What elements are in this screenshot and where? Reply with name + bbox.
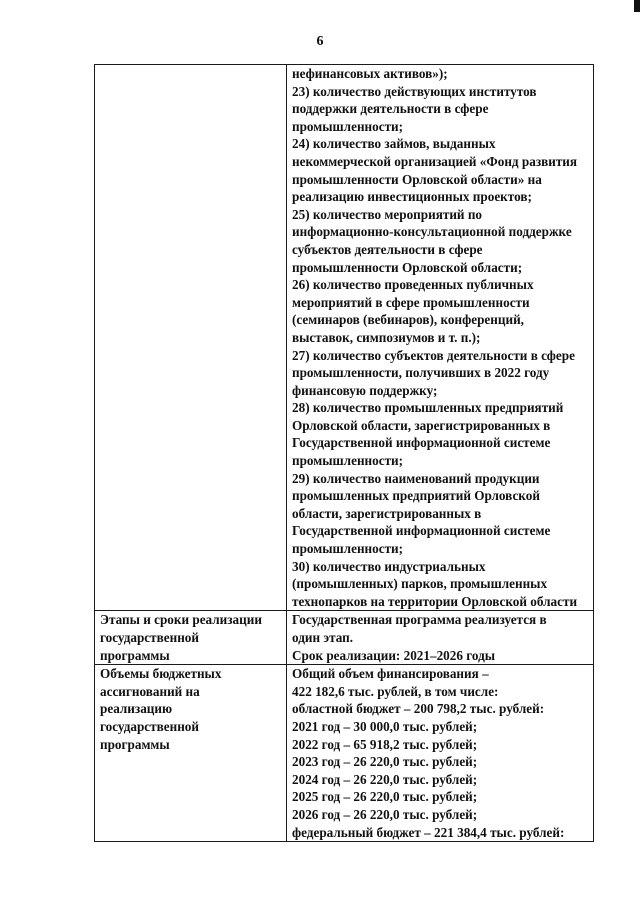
- indicator-line: 26) количество проведенных публичных: [292, 277, 534, 293]
- indicators-label-cell: [95, 65, 287, 611]
- indicator-line: промышленности, получивших в 2022 году: [292, 365, 550, 381]
- indicator-line: Государственной информационной системе: [292, 435, 551, 451]
- budget-value-line: 2024 год – 26 220,0 тыс. рублей;: [292, 771, 478, 787]
- table-row-budget: [95, 665, 594, 842]
- budget-value-line: 2023 год – 26 220,0 тыс. рублей;: [292, 754, 478, 770]
- budget-label-line: программы: [100, 736, 170, 752]
- budget-value-line: 2025 год – 26 220,0 тыс. рублей;: [292, 789, 478, 805]
- budget-label-line: Объемы бюджетных: [100, 666, 222, 682]
- page-number: 6: [316, 34, 324, 49]
- budget-value-line: областной бюджет – 200 798,2 тыс. рублей:: [292, 701, 545, 717]
- stages-value-line: Государственная программа реализуется в: [292, 612, 547, 628]
- stages-label-line: программы: [100, 647, 170, 663]
- stages-value-line: один этап.: [292, 630, 354, 645]
- indicator-line: поддержки деятельности в сфере: [292, 101, 489, 117]
- stages-value-line: Срок реализации: 2021–2026 годы: [292, 647, 496, 663]
- budget-value-line: Общий объем финансирования –: [292, 666, 489, 682]
- indicator-line: 24) количество займов, выданных: [292, 136, 496, 152]
- budget-value-line: 422 182,6 тыс. рублей, в том числе:: [292, 683, 499, 699]
- indicator-line: 28) количество промышленных предприятий: [292, 400, 564, 416]
- indicator-line: 23) количество действующих институтов: [292, 83, 537, 99]
- stages-value-cell: [287, 611, 594, 665]
- scan-corner-mark: [634, 0, 640, 12]
- stages-label-line: Этапы и сроки реализации: [100, 612, 262, 628]
- indicator-line: промышленности;: [292, 453, 404, 469]
- stages-label-line: государственной: [100, 630, 199, 645]
- indicator-line: реализацию инвестиционных проектов;: [292, 189, 532, 205]
- budget-value-line: 2022 год – 65 918,2 тыс. рублей;: [292, 736, 478, 752]
- indicator-line: промышленных предприятий Орловской: [292, 488, 540, 504]
- indicators-value-cell: [287, 65, 594, 611]
- indicator-line: промышленности;: [292, 118, 404, 134]
- indicator-line: 27) количество субъектов деятельности в сфере: [292, 347, 575, 363]
- indicator-line: промышленности;: [292, 541, 404, 557]
- indicator-line: выставок, симпозиумов и т. п.);: [292, 329, 481, 345]
- indicator-line: некоммерческой организацией «Фонд развития: [292, 153, 578, 169]
- indicator-line: информационно-консультационной поддержке: [292, 224, 572, 240]
- indicator-line: Орловской области, зарегистрированных в: [292, 417, 551, 433]
- indicator-line: промышленности Орловской области» на: [292, 171, 542, 187]
- indicator-line: 29) количество наименований продукции: [292, 470, 540, 486]
- indicator-line: Государственной информационной системе: [292, 523, 551, 539]
- indicator-line: (промышленных) парков, промышленных: [292, 576, 548, 592]
- indicator-line: 25) количество мероприятий по: [292, 206, 483, 222]
- budget-label-cell: [95, 665, 287, 842]
- indicator-line: области, зарегистрированных в: [292, 505, 482, 521]
- indicator-line: 30) количество индустриальных: [292, 558, 486, 574]
- table-row-stages: [95, 611, 594, 665]
- budget-label-line: ассигнований на: [100, 683, 200, 699]
- stages-label-cell: [95, 611, 287, 665]
- indicator-line: технопарков на территории Орловской области: [292, 593, 578, 609]
- indicator-line: (семинаров (вебинаров), конференций,: [292, 312, 524, 328]
- indicator-line: финансовую поддержку;: [292, 382, 438, 398]
- budget-label-line: государственной: [100, 718, 199, 734]
- indicator-line: промышленности Орловской области;: [292, 259, 523, 275]
- indicator-line: нефинансовых активов»);: [292, 66, 448, 81]
- table-row-indicators: [95, 65, 594, 611]
- budget-value-cell: [287, 665, 594, 842]
- indicator-line: мероприятий в сфере промышленности: [292, 294, 530, 310]
- budget-value-line: 2026 год – 26 220,0 тыс. рублей;: [292, 806, 478, 822]
- budget-label-line: реализацию: [100, 701, 173, 717]
- passport-table: [94, 64, 594, 842]
- budget-value-line: федеральный бюджет – 221 384,4 тыс. рублей:: [292, 824, 565, 840]
- indicator-line: субъектов деятельности в сфере: [292, 241, 483, 257]
- budget-value-line: 2021 год – 30 000,0 тыс. рублей;: [292, 718, 478, 734]
